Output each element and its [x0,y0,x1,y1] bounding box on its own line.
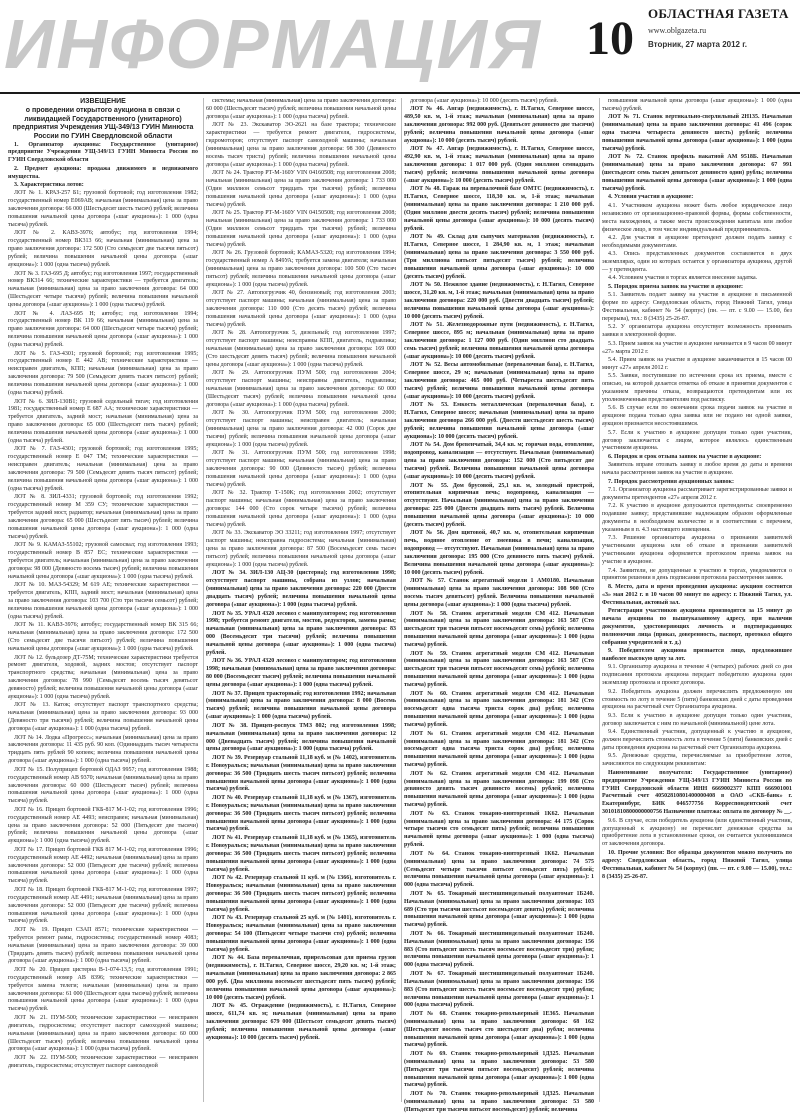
notice-paragraph: 3. Характеристика лотов: [14,182,84,189]
notice-paragraph: системы; начальная (минимальная) цена за право заключения договора: 60 000 (Шестьдесят тысяч) рублей; величина повышения начальной цены договора («шаг аукциона»): 1 000 (одна тысяча) рублей. [206,98,396,120]
notice-paragraph: ЛОТ № 51. Железнодорожные пути (недвижимость), г. Н.Тагил, Северное шоссе, 895 м; начальная (минимальная) цена за право заключения договора: 1 127 000 руб. (Один миллион сто двадцать семь тысяч) рублей; величина повышения начальной цены договора («шаг аукциона»): 10 000 (десять тысяч) рублей. [404,322,594,360]
notice-paragraph: ЛОТ № 5. ГАЗ-4301; грузовой бортовой; год изготовления 1995; государственный номер Е 442 АВ; технические характеристики — неисправен двигатель, КПП; начальная (минимальная) цена за право заключения договора: 79 500 (Семьдесят девять тысяч пятьсот) рублей; величина повышения начальной цены договора («шаг аукциона»): 1 000 (одна тысяча) рублей. [8,350,198,397]
notice-paragraph: ЛОТ № 46. Ангар (недвижимость), г. Н.Тагил, Северное шоссе, 489,50 кв. м, 1-й этаж; начальная (минимальная) цена за право заключения договора: 992 000 руб. (Девятьсот девяносто две тысячи) рублей; величина повышения начальной цены договора («шаг аукциона»): 10 000 (десять тысяч) рублей. [404,106,594,145]
article-body [8,98,796,1113]
notice-paragraph: ЛОТ № 17. Прицеп бортовой ГКБ 817 М-1-02; год изготовления 1996; государственный номер АЕ 4492; начальная (минимальная) цена за право заключения договора: 52 000 (Пятьдесят две тысячи) рублей; величина повышения начальной цены договора («шаг аукциона»): 1 000 (одна тысяча) рублей. [8,846,198,885]
notice-paragraph: ЛОТ № 14. Лодка «Прогресс»; начальная (минимальная) цена за право заключения договора: 11 435 руб. 90 коп. (Одиннадцать тысяч четыреста тридцать пять рублей 90 копеек; величина повышения начальной цены договора («шаг аукциона»): 1 000 (одна тысяча) рублей. [8,734,198,765]
text-column-2 [206,98,396,1102]
notice-paragraph: ЛОТ № 23. Экскаватор ЭО-2621 на базе трактора; технические характеристики — требуется ремонт двигателя, гидросистемы, гидромоторов; отсутствует паспорт самоходной машины; начальная (минимальная) цена за право заключения договора: 98 300 (Девяносто восемь тысяч триста) рублей; величина повышения начальной цены договора («шаг аукциона»): 1 000 (одна тысяча) рублей. [206,122,396,168]
notice-paragraph: ЛОТ № 45. Ограждение (недвижимость), г. Н.Тагил, Северное шоссе, 611,74 кв. м; начальная (минимальная) цена за право заключения договора: 679 000 (Шестьсот семьдесят девять тысяч) рублей; величина повышения начальной цены договора («шаг аукциона»): 10 000 (десять тысяч) рублей. [206,1002,396,1041]
notice-paragraph: 7.1. Организатор аукциона рассматривает зарегистрированные заявки и документы претендентов «27» апреля 2012 г. [602,487,792,501]
notice-paragraph: 7.2. К участию в аукционе допускаются претенденты: своевременно подавшие заявку; представившие надлежащим образом оформленные документы в необходимом количестве и в соответствии с перечнем, указанным в п. 4.3 настоящего извещения. [602,503,792,534]
notice-paragraph: ЛОТ № 72. Станок профиль накатной АМ 9518Б. Начальная (минимальная) цена за право заключения договора: 67 991 (шестьдесят семь тысяч девятьсот девяносто один) рубль; величина повышения начальной цены договора («шаг аукциона»): 1 000 (одна тысяча) рублей. [602,154,792,192]
newspaper-url[interactable]: www.oblgazeta.ru [648,26,707,35]
notice-paragraph: ЛОТ № 65. Токарный шестишпиндельный полуавтомат 1Б240. Начальная (минимальная) цена за право заключения договора: 103 689 (Сто три тысячи шестьсот восемьдесят девять) рублей; величина повышения начальной цены договора («шаг аукциона»): 1 000 (одна тысяча) рублей. [404,890,594,929]
notice-paragraph: ЛОТ № 22. ПУМ-500; технические характеристики — неисправен двигатель, гидросистема; отсутствует паспорт самоходной [8,1054,198,1069]
notice-paragraph: 7.4. Заявители, не допущенные к участию в торгах, уведомляются о принятом решении в день подписания протокола рассмотрения заявок. [602,567,792,582]
notice-paragraph: ЛОТ № 8. ЗИЛ-4331; грузовой бортовой; год изготовления 1992; государственный номер М 359 СУ; технические характеристики — требуется задний мост, радиатор; начальная (минимальная) цена за право заключения договора: 65 000 (Шестьдесят пять тысяч) рублей; величина повышения начальной цены договора («шаг аукциона»): 1 000 (одна тысяча) рублей. [8,494,198,540]
notice-paragraph: Наименование получателя: Государственное (унитарное) предприятие Учреждения УЩ-349/13 ГУИН Минюста России по ГУИН Свердловской области ИНН 6669002377 КПП 666901001 Расчетный счет 40502810801400000408 в ОАО «СКБ-банк» г. Екатеринбург, БИК 046577756 Корреспондентский счет 30101810800000000756 Назначение платежа: оплата по договору № __. [602,769,792,816]
notice-paragraph: 4.4. Условием участия в торгах является внесение задатка. [608,275,758,282]
text-column-1 [8,98,198,1102]
notice-paragraph: ЛОТ № 44. База перевалочная, прирельсовая для приема грузов (недвижимость), г. Н.Тагил, Северное шоссе, 29,20 кв. м; 1-й этаж; начальная (минимальная) цена за право заключения договора: 2 865 000 руб. (Два миллиона восемьсот шестьдесят пять тысяч) рублей; величина повышения начальной цены договора («шаг аукциона»): 10 000 (десять тысяч) рублей. [206,954,396,1001]
notice-paragraph: ЛОТ № 29. Автопогрузчик ПУМ 500; год изготовления 2004; отсутствует паспорт машины; неисправны двигатель, гидравлика; начальная (минимальная) цена за право заключения договора: 60 000 (Шестьдесят тысяч) рублей; величина повышения начальной цены договора («шаг аукциона»): 1 000 (одна тысяча) рублей. [206,370,396,408]
notice-paragraph: ЛОТ № 66. Токарный шестишпиндельный полуавтомат 1Б240. Начальная (минимальная) цена за право заключения договора: 156 883 (Сто пятьдесят шесть тысяч восемьсот восемьдесят три) рубля; величина повышения начальной цены договора («шаг аукциона»): 1 000 (одна тысяча) рублей. [404,930,594,969]
notice-paragraph: ЛОТ № 12. бульдозер ДТ-75М; технические характеристики требуется ремонт двигателя, ходовой, задних мостов; отсутствует паспорт транспортного средства; начальная (минимальная) цена за право заключения договора: 78 990 (Семьдесят восемь тысяч девятьсот девяносто) рублей; величина повышения начальной цены договора («шаг аукциона»): 1 000 (одна тысяча) рублей. [8,654,198,701]
notice-paragraph: договора («шаг аукциона»): 10 000 (десять тысяч) рублей. [410,98,559,104]
notice-paragraph: 5.3. Прием заявок на участие в аукционе начинается в 9 часов 00 минут «27» марта 2012 г. [602,340,792,355]
notice-paragraph: ЛОТ № 48. Гараж на перевалочной базе ОМТС (недвижимость), г. Н.Тагил, Северное шоссе, 118,30 кв. м, 1-й этаж; начальная (минимальная) цена за право заключения договора: 1 210 000 руб. (Один миллион двести десять тысяч) рублей; величина повышения начальной цены договора («шаг аукциона»): 10 000 (десять тысяч) рублей. [404,186,594,232]
notice-paragraph: ЛОТ № 39. Резервуар стальной 11,18 куб. м (№ 1402), изготовитель г. Новоуральск; начальная (минимальная) цена за право заключения договора: 36 500 (Тридцать шесть тысяч пятьсот) рублей; величина повышения начальной цены договора («шаг аукциона»): 1 000 (одна тысяча) рублей. [206,754,396,793]
notice-paragraph: 9.2. Победитель аукциона должен перечислить предложенную им стоимость по лоту в течение 5 (пяти) банковских дней с даты проведения аукциона на расчетный счет Организатора аукциона. [602,688,792,711]
page-number: 10 [586,12,634,65]
text-column-3 [404,98,594,1113]
notice-paragraph: 5.4. Прием заявок на участие в аукционе заканчивается в 15 часов 00 минут «27» апреля 2012 г. [602,357,792,371]
notice-paragraph: 9.4. Единственный участник, допущенный к участию в аукционе, должен перечислить стоимость лота в течение 5 (пяти) банковских дней с даты проведения аукциона на расчетный счет Организатора аукциона. [602,729,792,751]
notice-paragraph: ЛОТ № 7. ГАЗ-4301; грузовой бортовой; год изготовления 1995; государственный номер Е 047 ТМ; технические характеристики — неисправен двигатель; начальная (минимальная) цена за право заключения договора: 79 500 (Семьдесят девять тысяч пятьсот) рублей; величина повышения начальной цены договора («шаг аукциона»): 1 000 (одна тысяча) рублей. [8,446,198,492]
notice-paragraph: ЛОТ № 56. Дом щитовой, 40,7 кв. м, отопительная кирпичная печь, водяное отопление от змеевика в печи; канализация, водопровод — отсутствуют. Начальная (минимальная) цена за право заключения договора: 195 000 (Сто девяносто пять тысяч) рублей. Величина повышения начальной цены договора («шаг аукциона»): 10 000 (десять тысяч) рублей. [404,530,594,576]
notice-paragraph: ЛОТ № 67. Токарный шестишпиндельный полуавтомат 1Б240. Начальная (минимальная) цена за право заключения договора: 156 883 (Сто пятьдесят шесть тысяч восемьсот восемьдесят три) рубля; величина повышения начальной цены договора («шаг аукциона»): 1 000 (одна тысяча) рублей. [404,970,594,1009]
notice-paragraph: ЛОТ № 11. КАВЗ-3976; автобус; государственный номер ВК 315 66; начальная (минимальная) цена за право заключения договора: 172 500 (Сто семьдесят две тысячи пятьсот) рублей; величина повышения начальной цены договора («шаг аукциона»): 1 000 (одна тысяча) рублей. [8,622,198,653]
text-column-4 [602,98,792,1102]
notice-paragraph: ЛОТ № 21. ПУМ-500; технические характеристики — неисправен двигатель, гидросистема; отсутствует паспорт самоходной машины; начальная (минимальная) цена за право заключения договора: 60 000 (Шестьдесят тысяч) рублей; величина повышения начальной цены договора («шаг аукциона»): 1 000 (одна тысяча) рублей. [8,1014,198,1053]
notice-paragraph: 2. Предмет аукциона: продажа движимого и недвижимого имущества. [8,165,198,180]
notice-paragraph: 4.1. Участником аукциона может быть любое юридическое лицо независимо от организационно-правовой формы, формы собственности, места нахождения, а также места происхождения капитала или любое физическое лицо, в том числе индивидуальный предприниматель. [602,202,792,233]
notice-paragraph: ЛОТ № 54. Дом бревенчатый, 34,4 кв. м; горячая вода, отопление, водопровод, канализация — отсутствует. Начальная (минимальная) цена за право заключения договора: 152 000 (Сто пятьдесят две тысячи) рублей. Величина повышения начальной цены договора («шаг аукциона»): 10 000 (десять тысяч) рублей. [404,442,594,481]
notice-paragraph: ЛОТ № 28. Автопогрузчик 5, дизельный; год изготовления 1997; отсутствует паспорт машины; неисправны КПП, двигатель, гидравлика; начальная (минимальная) цена за право заключения договора: 169 000 (Сто шестьдесят девять тысяч) рублей; величина повышения начальной цены договора («шаг аукциона»): 1 000 (одна тысяча) рублей. [206,330,396,368]
notice-paragraph: ЛОТ № 18. Прицеп бортовой ГКБ-817 М-1-02; год изготовления 1997; государственный номер АЕ 4491; начальная (минимальная) цена за право заключения договора: 52 000 (Пятьдесят две тысячи) рублей; величина повышения начальной цены договора («шаг аукциона»): 1 000 (одна тысяча) рублей. [8,886,198,925]
notice-paragraph: ЛОТ № 70. Станок токарно-револьверный 1Д325. Начальная (минимальная) цена за право заключения договора: 53 580 (Пятьдесят три тысячи пятьсот восемьдесят) рублей; величина [404,1090,594,1113]
notice-paragraph: ЛОТ № 55. Дом брусовой, 25,1 кв. м, холодный пристрой, отопительная кирпичная печь; водопровод, канализация — отсутствуют. Начальная (минимальная) цена за право заключения договора: 225 000 (Двести двадцать пять тысяч) рублей. Величина повышения начальной цены договора («шаг аукциона»): 10 000 (десять тысяч) рублей. [404,482,594,529]
notice-paragraph: 1. Организатор аукциона: Государственное (унитарное) предприятие Учреждения УЩ-349/13 ГУИН Минюста России по ГУИН Свердловской области [8,141,198,164]
notice-paragraph: ЛОТ № 20. Прицеп цистерна В-1-074-13,5; год изготовления 1991; государственный номер АВ 8396; технические характеристики — требуется замена телеги; начальная (минимальная) цена за право заключения договора: 61 000 (Шестьдесят одна тысяча) рублей; величина повышения начальной цены договора («шаг аукциона»): 1 000 (одна тысяча) рублей. [8,966,198,1013]
notice-paragraph: ЛОТ № 1. КРАЗ-257 Б1; грузовой бортовой; год изготовления 1982; государственный номер Е069АВ; начальная (минимальная) цена за право заключения договора: 66 000 (Шестьдесят шесть тысяч) рублей; величина повышения начальной цены договора («шаг аукциона»): 1 000 (одна тысяча) рублей. [8,190,198,229]
notice-paragraph: 4.3. Опись представленных документов составляется в двух экземплярах, один из которых остается у организатора аукциона, другой — у претендента. [602,251,792,274]
notice-paragraph: ЛОТ № 59. Станок агрегатный модели СМ 412. Начальная (минимальная) цена за право заключения договора: 163 587 (Сто шестьдесят три тысячи пятьсот восемьдесят семь) рублей; величина повышения начальной цены договора («шаг аукциона»): 1 000 (одна тысяча) рублей. [404,650,594,689]
notice-paragraph: 5.7. Если к участию в аукционе допущен только один участник, договор заключается с лицом, которое являлось единственным участником аукциона. [602,429,792,452]
notice-paragraph: ЛОТ № 58. Станок агрегатный модели СМ 412. Начальная (минимальная) цена за право заключения договора: 163 587 (Сто шестьдесят три тысячи пятьсот восемьдесят семь) рублей; величина повышения начальной цены договора («шаг аукциона»): 1 000 (одна тысяча) рублей. [404,610,594,649]
notice-paragraph: 5.5. Заявки, поступившие по истечении срока их приема, вместе с описью, на которой делается отметка об отказе в принятии документов с указанием причины отказа, возвращаются претендентам или их уполномоченным представителям под расписку. [602,373,792,404]
notice-paragraph: 10. Прочие условия: Все образцы документов можно получить по адресу: Свердловская область, город Нижний Тагил, улица Фестивальная, кабинет № 54 (корпус) (пн. — пт. с 9.00 — 15.00), тел.: 8 (3435) 25-26-87. [602,849,792,880]
notice-paragraph: ЛОТ № 6. ЗИЛ-130В1; грузовой седельный тягач; год изготовления 1981; государственный номер Е 687 АА; технические характеристики — требуется двигатель, задний мост; начальная (минимальная) цена за право заключения договора: 65 000 (Шестьдесят пять тысяч) рублей; величина повышения начальной цены договора («шаг аукциона»): 1 000 (одна тысяча) рублей. [8,398,198,445]
notice-paragraph: ЛОТ № 50. Нежилое здание (недвижимость), г. Н.Тагил, Северное шоссе, 31,20 кв. м, 1-й этаж; начальная (минимальная) цена за право заключения договора: 220 000 руб. (Двести двадцать тысяч) рублей; величина повышения начальной цены договора («шаг аукциона»): 10 000 (десять тысяч) рублей. [404,282,594,320]
newspaper-name: ОБЛАСТНАЯ ГАЗЕТА [648,6,789,21]
notice-paragraph: ЛОТ № 9. КАМАЗ-55102; грузовой самосвал; год изготовления 1993; государственный номер В 857 ЕС; технические характеристики — требуется двигатель; начальная (минимальная) цена за право заключения договора: 98 000 (Девяносто восемь тысяч) рублей; величина повышения начальной цены договора («шаг аукциона»): 1 000 (одна тысяча) рублей. [8,542,198,580]
notice-paragraph: ЛОТ № 53. Емкость металлическая (перевалочная база), г. Н.Тагил, Северное шоссе; начальная (минимальная) цена за право заключения договора 266 000 руб. (Двести шестьдесят шесть тысяч) рублей; величина повышения начальной цены договора («шаг аукциона»): 10 000 (десять тысяч) рублей. [404,402,594,441]
header-divider [0,92,800,94]
notice-paragraph: 9.1. Организатор аукциона в течение 4 (четырех) рабочих дней со дня подписания протокола аукциона передает победителю аукциона один экземпляр протокола и проект договора. [602,664,792,687]
notice-paragraph: ЛОТ № 64. Станок токарно-винторезный 1К62. Начальная (минимальная) цена за право заключения договора: 74 575 (Семьдесят четыре тысячи пятьсот семьдесят пять) рублей; величина повышения начальной цены договора («шаг аукциона»): 1 000 (одна тысяча) рублей. [404,850,594,889]
notice-paragraph: 5.6. В случае если по окончании срока подачи заявок на участие в аукционе подана только одна заявка или не подано ни одной заявки, аукцион признается несостоявшимся. [602,405,792,428]
notice-paragraph: 9.3. Если к участию в аукционе допущен только один участник, договор заключается с ним по начальной (минимальной) цене лота. [602,712,792,727]
notice-heading: о проведении открытого аукциона в связи с ликвидацией Государственного (унитарного) предприятия Учреждения УЩ-349/13 ГУИН Минюста России по ГУИН Свердловской области [12,107,194,140]
notice-paragraph: ЛОТ № 3. ГАЗ-695 Д; автобус; год изготовления 1997; государственный номер ВК314 66; технические характеристики — требуется двигатель; начальная (минимальная) цена за право заключения договора: 64 000 (Шестьдесят четыре тысячи) рублей; величина повышения начальной цены договора («шаг аукциона»): 1 000 (одна тысяча) рублей. [8,270,198,309]
notice-paragraph: ЛОТ № 71. Станок вертикально-сверлильный 2Н135. Начальная (минимальная) цена за право заключения договора: 41 496 (сорок одна тысяча четыреста девяносто шесть) рублей; величина повышения начальной цены договора («шаг аукциона»): 1 000 (одна тысяча) рублей. [602,114,792,152]
notice-paragraph: 7.3. Решение организатора аукциона о признании заявителей участниками аукциона или об отказе в признании заявителей участниками аукциона оформляется протоколом приема заявок на участие в аукционе. [602,535,792,566]
notice-paragraph: ЛОТ № 35. УРАЛ 4320 лесовоз с манипулятором; год изготовления 1998; требуется ремонт двигателя, мостов, редукторов, замена рамы; начальная (минимальная) цена за право заключения договора: 83 000 (Восемьдесят три тысячи) рублей; величина повышения начальной цены договора («шаг аукциона»): 1 000 (одна тысяча) рублей. [206,610,396,657]
notice-paragraph: ЛОТ № 30. Автопогрузчик ПУМ 500; год изготовления 2000; отсутствует паспорт машины; неисправен двигатель; начальная (минимальная) цена за право заключения договора: 42 000 (Сорок две тысячи) рублей; величина повышения начальной цены договора («шаг аукциона»): 1 000 (одна тысяча) рублей. [206,410,396,448]
notice-paragraph: ЛОТ № 10. МАЗ-54329; М 619 АЕ; технические характеристики — требуется двигатель, КПП, задний мост; начальная (минимальная) цена за право заключения договора: 103 700 (Сто три тысячи семьсот) рублей; величина повышения начальной цены договора («шаг аукциона»): 1 000 (одна тысяча) рублей. [8,582,198,620]
notice-paragraph: 5.1. Заявитель подает заявку на участие в аукционе в письменной форме по адресу: Свердловская область, город Нижний Тагил, улица Фестивальная, кабинет № 54 (корпус) (пн. — пт. с 9.00 — 15.00, без перерыва), тел.: 8 (3435) 25-26-87. [602,292,792,322]
notice-paragraph: ЛОТ № 61. Станок агрегатный модели СМ 412. Начальная (минимальная) цена за право заключения договора: 181 342 (Сто восемьдесят одна тысяча триста сорок два) рубля; величина повышения начальной цены договора («шаг аукциона»): 1 000 (одна тысяча) рублей. [404,730,594,769]
notice-paragraph: 5. Порядок приема заявок на участие в аукционе: [608,283,744,290]
notice-paragraph: ЛОТ № 57. Станок агрегатный модели 1 АМ0180. Начальная (минимальная) цена за право заключения договора: 108 900 (Сто восемь тысяч девятьсот) рублей. Величина повышения начальной цены договора («шаг аукциона»): 1 000 (одна тысяча) рублей. [404,578,594,609]
notice-paragraph: ЛОТ № 41. Резервуар стальной 11,18 куб. м (№ 1365), изготовитель г. Новоуральск; начальная (минимальная) цена за право заключения договора: 36 500 (Тридцать шесть тысяч пятьсот) рублей; величина повышения начальной цены договора («шаг аукциона»): 1 000 (одна тысяча) рублей. [206,834,396,873]
page-header [0,0,800,108]
notice-paragraph: ЛОТ № 25. Трактор РТ-М-160У VIN 04150508; год изготовления 2008; начальная (минимальная) цена за право заключения договора: 1 733 000 (Один миллион семьсот тридцать три тысячи) рублей; величина повышения начальной цены договора («шаг аукциона»): 1 000 (одна тысяча) рублей. [206,210,396,248]
notice-paragraph: 7. Порядок рассмотрения аукционных заявок: [608,478,734,485]
notice-paragraph: ЛОТ № 60. Станок агрегатный модели СМ 412. Начальная (минимальная) цена за право заключения договора: 181 342 (Сто восемьдесят одна тысяча триста сорок два) рубля; величина повышения начальной цены договора («шаг аукциона»): 1 000 (одна тысяча) рублей. [404,690,594,729]
notice-paragraph: ЛОТ № 16. Прицеп бортовой ГКБ-817 М-1-02; год изготовления 1996; государственный номер АЕ 4493; неисправен; начальная (минимальная) цена за право заключения договора: 52 000 (Пятьдесят две тысячи) рублей; величина повышения начальной цены договора («шаг аукциона»): 1 000 (одна тысяча) рублей. [8,806,198,845]
notice-paragraph: ЛОТ № 49. Склад для сыпучих материалов (недвижимость), г. Н.Тагил, Северное шоссе, 1 284,90 кв. м, 1 этаж; начальная (минимальная) цена за право заключения договора: 3 550 000 руб. (Три миллиона пятьсот пятьдесят тысяч) рублей; величина повышения начальной цены договора («шаг аукциона»): 10 000 (десять тысяч) рублей. [404,234,594,280]
notice-paragraph: Регистрация участников аукциона производится за 15 минут до начала аукциона по вышеуказанному адресу, при наличии документов, удостоверяющих личность и подтверждающих полномочия лица (приказ, доверенность, паспорт, протокол общего собрания учредителей и т. д.) [602,608,792,646]
notice-paragraph: 5.2. У организатора аукциона отсутствует возможность принимать заявки в электронной форме. [602,324,792,339]
notice-paragraph: 4.2. Для участия в аукционе претендент должен подать заявку с необходимыми документами. [602,234,792,249]
notice-paragraph: ЛОТ № 63. Станок токарно-винторезный 1К62. Начальная (минимальная) цена за право заключения договора: 44 175 (Сорок четыре тысячи сто семьдесят пять) рублей; величина повышения начальной цены договора («шаг аукциона»): 1 000 (одна тысяча) рублей. [404,810,594,849]
notice-paragraph: ЛОТ № 42. Резервуар стальной 11 куб. м (№ 1366), изготовитель г. Новоуральск; начальная (минимальная) цена за право заключения договора: 36 500 (Тридцать шесть тысяч пятьсот) рублей; величина повышения начальной цены договора («шаг аукциона»): 1 000 (одна тысяча) рублей. [206,874,396,913]
notice-paragraph: ЛОТ № 19. Прицеп СЗАП 8571; технические характеристики — требуется ремонт рамы, гидросистемы; государственный номер 4083; начальная (минимальная) цена за право заключения договора: 39 000 (Тридцать девять тысяч) рублей; величина повышения начальной цены договора («шаг аукциона»): 1 000 (одна тысяча) рублей. [8,926,198,965]
notice-paragraph: 8. Место, дата и время проведения аукциона: аукцион состоится «3» мая 2012 г. в 10 часов 00 минут по адресу: г. Нижний Тагил, ул. Фестивальная, актовый зал. [602,583,792,606]
notice-paragraph: ЛОТ № 34. ЗИЛ-130 АЦ-30 (цистерна); год изготовления 1998; отсутствует паспорт машины, собрана из узлов; начальная (минимальная) цена за право заключения договора: 220 000 (Двести двадцать тысяч) рублей; величина повышения начальной цены договора («шаг аукциона»): 1 000 (одна тысяча) рублей. [206,570,396,609]
notice-paragraph: 6. Порядок и срок отзыва заявок на участие в аукционе: [608,453,762,460]
section-title: ИНФОРМАЦИЯ [4,5,542,83]
notice-paragraph: ЛОТ № 13. Каток; отсутствует паспорт транспортного средства; начальная (минимальная) цена за право заключения договора: 93 000 (Девяносто три тысячи) рублей; величина повышения начальной цены договора («шаг аукциона»): 1 000 (одна тысяча) рублей. [8,702,198,733]
notice-paragraph: ЛОТ № 43. Резервуар стальной 25 куб. м (№ 1401), изготовитель г. Новоуральск; начальная (минимальная) цена за право заключения договора: 54 100 (Пятьдесят четыре тысячи сто) рублей; величина повышения начальной цены договора («шаг аукциона»): 1 000 (одна тысяча) рублей. [206,914,396,953]
notice-paragraph: ЛОТ № 69. Станок токарно-револьверный 1Д325. Начальная (минимальная) цена за право заключения договора: 53 580 (Пятьдесят три тысячи пятьсот восемьдесят) рублей; величина повышения начальной цены договора («шаг аукциона»): 1 000 (одна тысяча) рублей. [404,1050,594,1089]
notice-paragraph: ЛОТ № 24. Трактор РТ-М-160У VIN 04160508; год изготовления 2008; начальная (минимальная) цена за право заключения договора: 1 733 000 (Один миллион семьсот тридцать три тысячи) рублей; величина повышения начальной цены договора («шаг аукциона»): 1 000 (одна тысяча) рублей. [206,170,396,208]
notice-paragraph: 4. Условия участия в аукционе: [608,194,694,201]
notice-paragraph: ЛОТ № 15. Полуприцеп бортовой ОДАЗ 9957; год изготовления 1988; государственный номер АВ 9370; начальная (минимальная) цена за право заключения договора: 60 000 (Шестьдесят тысяч) рублей; величина повышения начальной цены договора («шаг аукциона»): 1 000 (одна тысяча) рублей. [8,766,198,805]
notice-paragraph: ЛОТ № 36. УРАЛ 4320 лесовоз с манипулятором; год изготовления 1998; начальная (минимальная) цена за право заключения договора: 80 000 (Восемьдесят тысяч) рублей; величина повышения начальной цены договора («шаг аукциона»): 1 000 (одна тысяча) рублей. [206,658,396,689]
notice-paragraph: ЛОТ № 68. Станок токарно-револьверный 1Е365. Начальная (минимальная) цена за право заключения договора: 68 162 (Шестьдесят восемь тысяч сто шестьдесят два) рубля; величина повышения начальной цены договора («шаг аукциона»): 1 000 (одна тысяча) рублей. [404,1010,594,1049]
notice-heading: ИЗВЕЩЕНИЕ [80,98,126,105]
notice-paragraph: Заявитель вправе отозвать заявку в любое время до даты и времени начала рассмотрения заявок на участие в аукционе. [602,462,792,477]
issue-date: Вторник, 27 марта 2012 г. [648,40,747,49]
notice-paragraph: ЛОТ № 27. Автопогрузчик 40, бензиновый; год изготовления 2003; отсутствует паспорт машины; начальная (минимальная) цена за право заключения договора: 110 000 (Сто десять тысяч) рублей; величина повышения начальной цены договора («шаг аукциона»): 1 000 (одна тысяча) рублей. [206,290,396,328]
notice-paragraph: ЛОТ № 52. Весы автомобильные (перевалочная база), г. Н.Тагил, Северное шоссе, 29 м; начальная (минимальная) цена за право заключения договора: 465 000 руб. (Четыреста шестьдесят пять тысяч) рублей; величина повышения начальной цены договора («шаг аукциона»): 10 000 (десять тысяч) рублей. [404,362,594,401]
notice-paragraph: 9.5. Денежные средства, перечисляемые за приобретение лотов, зачисляются по следующим реквизитам: [602,753,792,768]
notice-paragraph: ЛОТ № 31. Автопогрузчик ПУМ 500; год изготовления 1998; отсутствует паспорт машины; начальная (минимальная) цена за право заключения договора: 90 000 (Девяносто тысяч) рублей; величина повышения начальной цены договора («шаг аукциона»): 1 000 (одна тысяча) рублей. [206,450,396,488]
notice-paragraph: ЛОТ № 40. Резервуар стальной 11,18 куб. м (№ 1367), изготовитель г. Новоуральск; начальная (минимальная) цена за право заключения договора: 36 500 (Тридцать шесть тысяч пятьсот) рублей; величина повышения начальной цены договора («шаг аукциона»): 1 000 (одна тысяча) рублей. [206,794,396,833]
notice-paragraph: ЛОТ № 4. ЛАЗ-695 Н; автобус; год изготовления 1994; государственный номер ВК 119 66; начальная (минимальная) цена за право заключения договора: 64 000 (Шестьдесят четыре тысячи) рублей; величина повышения начальной цены договора («шаг аукциона»): 1 000 (одна тысяча) рублей. [8,310,198,349]
notice-paragraph: ЛОТ № 62. Станок агрегатный модели СМ 412. Начальная (минимальная) цена за право заключения договора: 199 098 (Сто девяносто девять тысяч девяносто восемь) рублей; величина повышения начальной цены договора («шаг аукциона»): 1 000 (одна тысяча) рублей. [404,770,594,809]
notice-paragraph: 9. Победителем аукциона признается лицо, предложившее наиболее высокую цену за лот. [602,648,792,663]
notice-paragraph: ЛОТ № 37. Прицеп тракторный; год изготовления 1992; начальная (минимальная) цена за право заключения договора: 8 000 (Восемь тысяч) рублей; величина повышения начальной цены договора («шаг аукциона»): 1 000 (одна тысяча) рублей. [206,690,396,721]
notice-paragraph: ЛОТ № 32. Трактор Т-150К; год изготовления 2002; отсутствует паспорт машины; начальная (минимальная) цена за право заключения договора: 144 000 (Сто сорок четыре тысячи) рублей; величина повышения начальной цены договора («шаг аукциона»): 1 000 (одна тысяча) рублей. [206,490,396,529]
notice-paragraph: ЛОТ № 47. Ангар (недвижимость), г. Н.Тагил, Северное шоссе, 492,90 кв. м, 1-й этаж; начальная (минимальная) цена за право заключения договора: 1 017 000 руб. (Один миллион семнадцать тысяч) рублей; величина повышения начальной цены договора («шаг аукциона»): 10 000 (десять тысяч) рублей. [404,146,594,185]
notice-paragraph: ЛОТ № 38. Прицеп-роспуск ТМЗ 802; год изготовления 1998; начальная (минимальная) цена за право заключения договора: 12 000 (Двенадцать тысяч) рублей; величина повышения начальной цены договора («шаг аукциона»): 1 000 (одна тысяча) рублей. [206,722,396,753]
notice-paragraph: 9.6. В случае, если победитель аукциона (или единственный участник, допущенный к аукциону) не перечислит денежные средства за приобретение лота в установленные сроки, он считается уклонившимся от заключения договора. [602,817,792,848]
notice-paragraph: ЛОТ № 26. Грузовой бортовой; КАМАЗ-5320; год изготовления 1994; государственный номер А 849УА; требуется замена двигателя; начальная (минимальная) цена за право заключения договора: 100 500 (Сто тысяч пятьсот) рублей; величина повышения начальной цены договора («шаг аукциона»): 1 000 (одна тысяча) рублей. [206,250,396,288]
notice-paragraph: ЛОТ № 33. Экскаватор ЭО 33211; год изготовления 1997; отсутствует паспорт машины; неисправна гидросистема; начальная (минимальная) цена за право заключения договора: 87 500 (Восемьдесят семь тысяч пятьсот) рублей; величина повышения начальной цены договора («шаг аукциона»): 1 000 (одна тысяча) рублей. [206,530,396,569]
notice-paragraph: ЛОТ № 2. КАВЗ-3976; автобус; год изготовления 1994; государственный номер ВК313 66; начальная (минимальная) цена за право заключения договора: 172 500 (Сто семьдесят две тысячи пятьсот) рублей; величина повышения начальной цены договора («шаг аукциона»): 1 000 (одна тысяча) рублей. [8,230,198,269]
notice-paragraph: повышения начальной цены договора («шаг аукциона»): 1 000 (одна тысяча) рублей. [602,98,792,112]
